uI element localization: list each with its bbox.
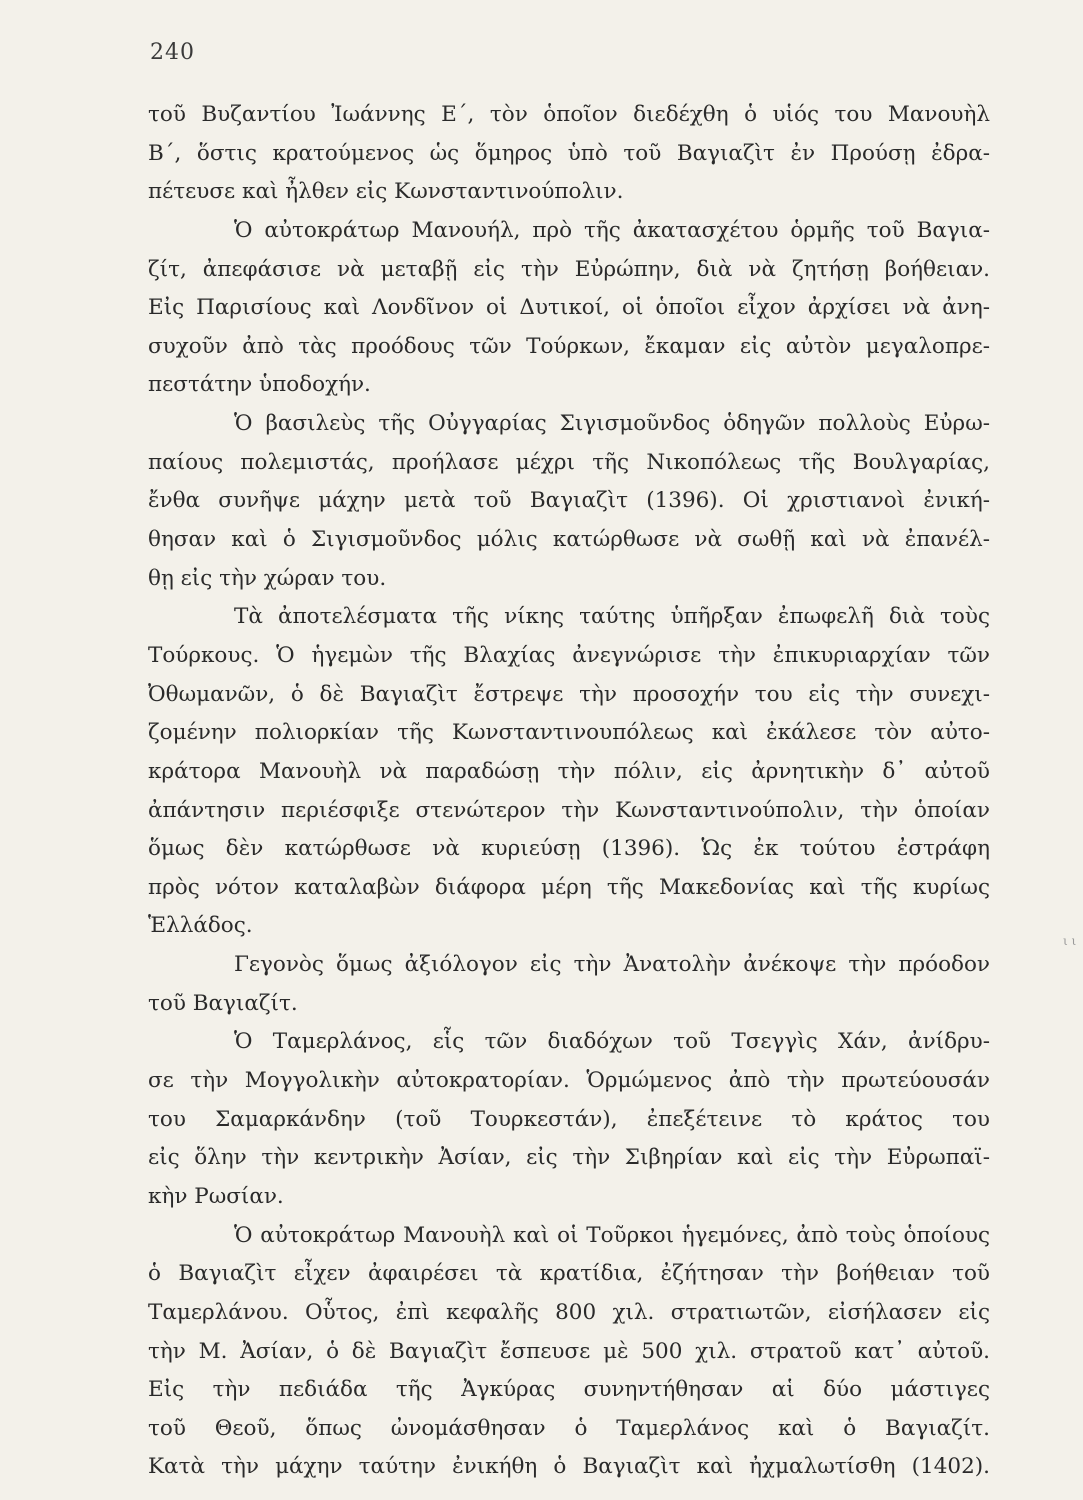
text-line: Τούρκους. Ὁ ἡγεμὼν τῆς Βλαχίας ἀνεγνώρισε τὴν ἐπικυριαρχίαν τῶν — [148, 642, 990, 668]
text-line: πεστάτην ὑποδοχήν. — [148, 372, 371, 398]
text-line: πρὸς νότον καταλαβὼν διάφορα μέρη τῆς Μακεδονίας καὶ τῆς κυρίως — [148, 874, 990, 900]
text-line: Ὁ αὐτοκράτωρ Μανουὴλ καὶ οἱ Τοῦρκοι ἡγεμόνες, ἀπὸ τοὺς ὁποίους — [234, 1222, 990, 1248]
text-line: πέτευσε καὶ ἦλθεν εἰς Κωνσταντινούπολιν. — [148, 179, 624, 205]
text-line: συχοῦν ἀπὸ τὰς προόδους τῶν Τούρκων, ἔκαμαν εἰς αὐτὸν μεγαλοπρε- — [148, 333, 990, 359]
text-line: ἀπάντησιν περιέσφιξε στενώτερον τὴν Κωνσταντινούπολιν, τὴν ὁποίαν — [148, 797, 990, 823]
text-line: Ὁ βασιλεὺς τῆς Οὐγγαρίας Σιγισμοῦνδος ὁδηγῶν πολλοὺς Εὐρω- — [234, 411, 990, 437]
text-line: θησαν καὶ ὁ Σιγισμοῦνδος μόλις κατώρθωσε νὰ σωθῇ καὶ νὰ ἐπανέλ- — [148, 527, 990, 553]
text-line: Γεγονὸς ὅμως ἀξιόλογον εἰς τὴν Ἀνατολὴν ἀνέκοψε τὴν πρόοδον — [234, 952, 990, 978]
text-line: ὁ Βαγιαζὶτ εἶχεν ἀφαιρέσει τὰ κρατίδια, ἐζήτησαν τὴν βοήθειαν τοῦ — [148, 1261, 990, 1287]
text-line: σε τὴν Μογγολικὴν αὐτοκρατορίαν. Ὁρμώμενος ἀπὸ τὴν πρωτεύουσάν — [148, 1068, 990, 1094]
text-line: κράτορα Μανουὴλ νὰ παραδώσῃ τὴν πόλιν, εἰς ἀρνητικὴν δ᾽ αὐτοῦ — [148, 758, 990, 784]
text-line: Εἰς τὴν πεδιάδα τῆς Ἀγκύρας συνηντήθησαν αἱ δύο μάστιγες — [148, 1377, 990, 1403]
text-line: εἰς ὅλην τὴν κεντρικὴν Ἀσίαν, εἰς τὴν Σιβηρίαν καὶ εἰς τὴν Εὐρωπαϊ- — [148, 1145, 990, 1171]
text-line: ἔνθα συνῆψε μάχην μετὰ τοῦ Βαγιαζὶτ (1396). Οἱ χριστιανοὶ ἐνική- — [148, 488, 990, 514]
text-line: τοῦ Βαγιαζίτ. — [148, 990, 298, 1016]
text-line: του Σαμαρκάνδην (τοῦ Τουρκεστάν), ἐπεξέτεινε τὸ κράτος του — [148, 1106, 990, 1132]
margin-mark: ι ι — [1063, 934, 1077, 948]
text-line: ζίτ, ἀπεφάσισε νὰ μεταβῇ εἰς τὴν Εὐρώπην, διὰ νὰ ζητήσῃ βοήθειαν. — [148, 256, 990, 282]
text-line: Β΄, ὅστις κρατούμενος ὡς ὅμηρος ὑπὸ τοῦ Βαγιαζὶτ ἐν Προύσῃ ἐδρα- — [148, 140, 990, 166]
text-line: κὴν Ρωσίαν. — [148, 1183, 284, 1209]
text-line: Ἑλλάδος. — [148, 913, 253, 939]
text-line: Ὀθωμανῶν, ὁ δὲ Βαγιαζὶτ ἔστρεψε τὴν προσοχήν του εἰς τὴν συνεχι- — [148, 681, 990, 707]
text-line: ζομένην πολιορκίαν τῆς Κωνσταντινουπόλεως καὶ ἐκάλεσε τὸν αὐτο- — [148, 720, 990, 746]
text-line: Ὁ αὐτοκράτωρ Μανουήλ, πρὸ τῆς ἀκατασχέτου ὁρμῆς τοῦ Βαγια- — [234, 217, 990, 243]
text-line: παίους πολεμιστάς, προήλασε μέχρι τῆς Νικοπόλεως τῆς Βουλγαρίας, — [148, 449, 990, 475]
text-line: Τὰ ἀποτελέσματα τῆς νίκης ταύτης ὑπῆρξαν ἐπωφελῆ διὰ τοὺς — [234, 604, 990, 630]
text-line: Κατὰ τὴν μάχην ταύτην ἐνικήθη ὁ Βαγιαζὶτ καὶ ἠχμαλωτίσθη (1402). — [148, 1454, 990, 1480]
text-line: ὅμως δὲν κατώρθωσε νὰ κυριεύσῃ (1396). Ὡς ἐκ τούτου ἐστράφη — [148, 836, 990, 862]
body-text — [148, 96, 990, 1487]
text-line: θῃ εἰς τὴν χώραν του. — [148, 565, 387, 591]
page-number: 240 — [150, 40, 195, 65]
text-line: Ταμερλάνου. Οὗτος, ἐπὶ κεφαλῆς 800 χιλ. στρατιωτῶν, εἰσήλασεν εἰς — [148, 1299, 990, 1325]
text-line: τοῦ Βυζαντίου Ἰωάννης Ε΄, τὸν ὁποῖον διεδέχθη ὁ υἱός του Μανουὴλ — [148, 102, 990, 127]
text-line: Εἰς Παρισίους καὶ Λονδῖνον οἱ Δυτικοί, οἱ ὁποῖοι εἶχον ἀρχίσει νὰ ἀνη- — [148, 295, 990, 321]
text-line: τὴν Μ. Ἀσίαν, ὁ δὲ Βαγιαζὶτ ἔσπευσε μὲ 500 χιλ. στρατοῦ κατ᾽ αὐτοῦ. — [148, 1338, 990, 1364]
text-line: Ὁ Ταμερλάνος, εἷς τῶν διαδόχων τοῦ Τσεγγὶς Χάν, ἀνίδρυ- — [234, 1029, 990, 1055]
text-line: τοῦ Θεοῦ, ὅπως ὠνομάσθησαν ὁ Ταμερλάνος καὶ ὁ Βαγιαζίτ. — [148, 1415, 990, 1441]
